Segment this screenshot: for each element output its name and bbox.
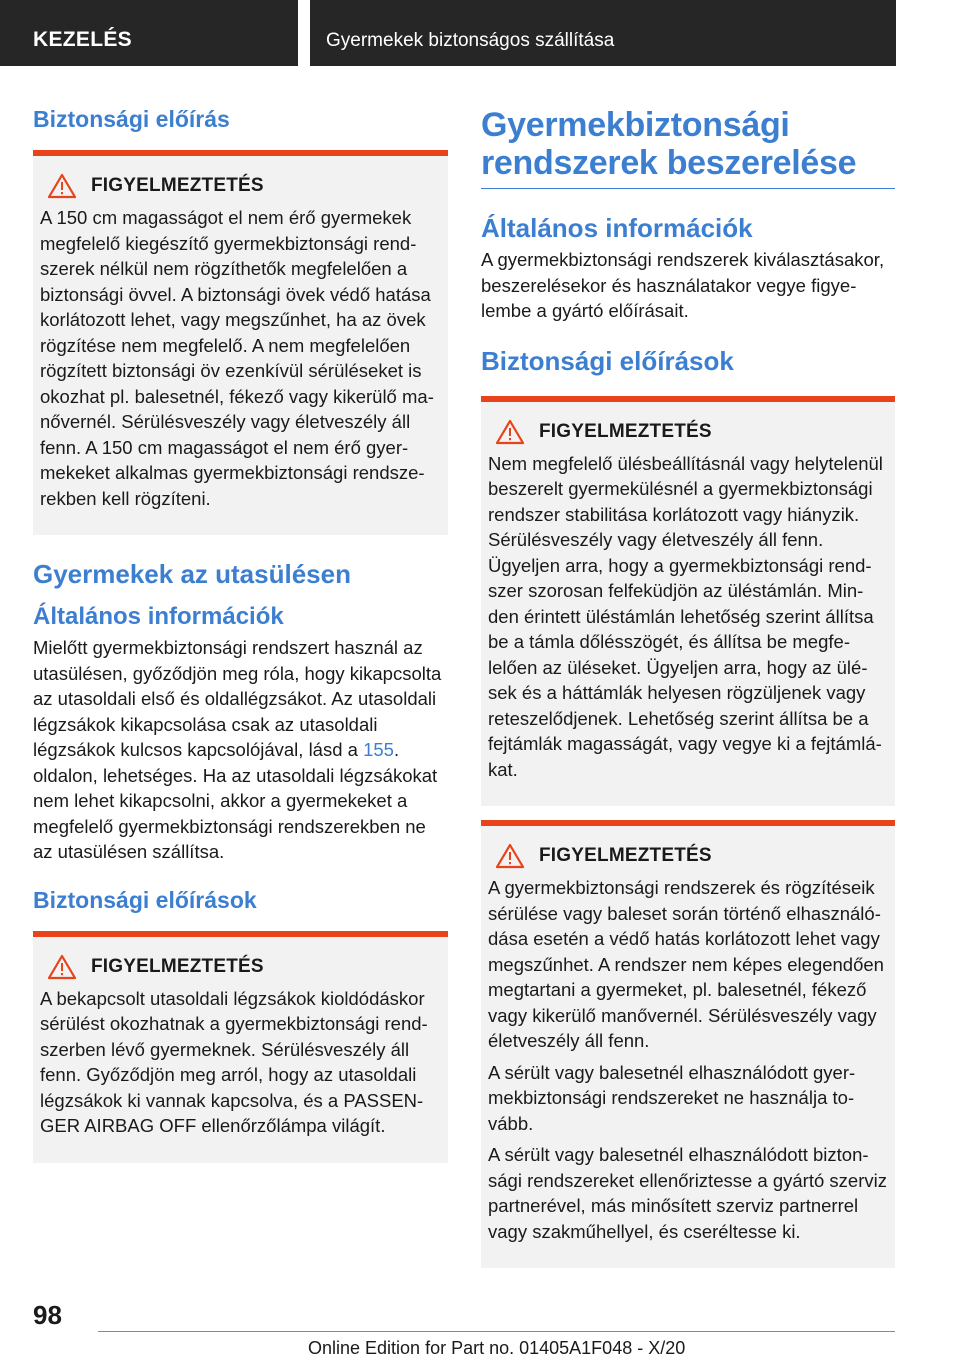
warning-text: Nem megfelelő ülésbeállításnál vagy helytelenül beszerelt gyermekülésnél a gyermekbiztonsági rendszer stabilitása korlátozott vagy hiányzik. Sérülésveszély vagy életveszély áll fenn. Ügyeljen arra, hogy a gyermekbiztonsági rendszer szorosan felfeküdjön az üléstámlán. Minden érintett üléstámlán lehetőség szerint állítsa be a támla dőlésszögét, és állítsa be megfelelően az üléseket. Ügyeljen arra, hogy az ülések és a háttámlák helyesen rögzüljenek vagy reteszelődjenek. Lehetőség szerint állítsa be a fejtámlák magasságát, vagy vegye ki a fejtámlákat. bbox=[488, 452, 883, 780]
warning-header bbox=[495, 843, 887, 869]
right-section1-text: A gyermekbiztonsági rendszerek kiválasztásakor, beszerelésekor és használatakor vegye figyelembe a gyártó előírásait. bbox=[481, 249, 885, 321]
left-section2-subheading: Általános információk bbox=[33, 603, 284, 630]
header-section-tab bbox=[0, 0, 298, 66]
right-section2-heading: Biztonsági előírások bbox=[481, 345, 734, 376]
left-column bbox=[33, 96, 448, 1163]
warning-box bbox=[481, 396, 895, 807]
warning-triangle-icon bbox=[495, 419, 525, 445]
body-text: . oldalon, lehetséges. Ha az utasoldali légzsákokat nem lehet kikapcsolni, akkor a gyermekeket a megfelelő gyermekbiztonsági rendszerekben ne az utasülésen szállítsa. bbox=[33, 739, 438, 862]
left-section2-text bbox=[33, 635, 448, 865]
warning-box bbox=[33, 931, 448, 1163]
warning-header bbox=[495, 419, 887, 445]
chapter-title: Gyermekbiztonsági rendszerek beszerelése bbox=[481, 106, 857, 182]
page-number: 98 bbox=[33, 1300, 62, 1330]
warning-text: A bekapcsolt utasoldali légzsákok kioldódáskor sérülést okozhatnak a gyermekbiztonsági rendszerben lévő gyermeknek. Sérülésveszély áll fenn. Győződjön meg arról, hogy az utasoldali légzsákok ki vannak kapcsolva, és a PASSENGER AIRBAG OFF ellenőrzőlámpa világít. bbox=[40, 987, 428, 1136]
left-section1-heading: Biztonsági előírás bbox=[33, 106, 230, 132]
warning-header bbox=[47, 954, 440, 980]
chapter-title-block bbox=[481, 106, 895, 189]
warning-text: A 150 cm magasságot el nem érő gyermekek megfelelő kiegészítő gyermekbiztonsági rendszerek nélkül nem rögzíthetők megfelelően a biztonsági övvel. A biztonsági övek védő hatása korlátozott lehet, vagy megszűnhet, ha az övek rögzítése nem megfelelő. A nem megfelelően rögzített biztonsági öv ezenkívül sérüléseket is okozhat pl. balesetnél, fékező vagy kikerülő manővernél. Sérülésveszély vagy életveszély áll fenn. A 150 cm magasságot el nem érő gyermekeket alkalmas gyermekbiztonsági rendszerekben kell rögzíteni. bbox=[40, 207, 434, 509]
warning-box bbox=[481, 820, 895, 1268]
header-section-label: KEZELÉS bbox=[33, 28, 132, 51]
left-section2-heading: Gyermekek az utasülésen bbox=[33, 559, 351, 589]
warning-title: FIGYELMEZTETÉS bbox=[539, 420, 712, 442]
left-section3-heading: Biztonsági előírások bbox=[33, 886, 257, 913]
warning-title: FIGYELMEZTETÉS bbox=[539, 845, 712, 866]
right-column bbox=[481, 96, 895, 1268]
footer-divider bbox=[98, 1331, 895, 1332]
warning-triangle-icon bbox=[47, 173, 77, 199]
body-text: Mielőtt gyermekbiztonsági rendszert használ az utasülésen, győződjön meg róla, hogy kikapcsolta az utasoldali első és oldallégzsákot. Az utasoldali légzsákok kikapcsolása csak az utasoldali légzsákok kulcsos kapcsolójával, lásd a bbox=[33, 637, 442, 760]
page-header bbox=[0, 0, 960, 66]
warning-triangle-icon bbox=[495, 843, 525, 869]
warning-title: FIGYELMEZTETÉS bbox=[91, 955, 264, 977]
page-reference-link[interactable]: 155 bbox=[363, 739, 394, 760]
warning-text: A sérült vagy balesetnél elhasználódott gyermekbiztonsági rendszereket ne használja tovább. bbox=[488, 1061, 856, 1134]
warning-title: FIGYELMEZTETÉS bbox=[91, 175, 264, 196]
header-title-label: Gyermekek biztonságos szállítása bbox=[326, 30, 615, 51]
warning-box bbox=[33, 150, 448, 535]
footer-edition: Online Edition for Part no. 01405A1F048 - X/20 bbox=[308, 1338, 686, 1358]
warning-text: A sérült vagy balesetnél elhasználódott biztonsági rendszereket ellenőriztesse a gyártó szerviz partnerével, más minősített szerviz partnerrel vagy szakműhellyel, és cseréltesse ki. bbox=[488, 1144, 887, 1242]
right-section1-heading: Általános információk bbox=[481, 213, 753, 243]
warning-header bbox=[47, 173, 440, 199]
warning-triangle-icon bbox=[47, 954, 77, 980]
header-title-tab bbox=[310, 0, 896, 66]
warning-text: A gyermekbiztonsági rendszerek és rögzítéseik sérülése vagy baleset során történő elhasználódása esetén a védő hatás korlátozott lehet vagy megszűnhet. A rendszer nem képes elegendően megtartani a gyermeket, pl. balesetnél, fékező vagy kikerülő manővernél. Sérülésveszély vagy életveszély áll fenn. bbox=[488, 877, 884, 1051]
